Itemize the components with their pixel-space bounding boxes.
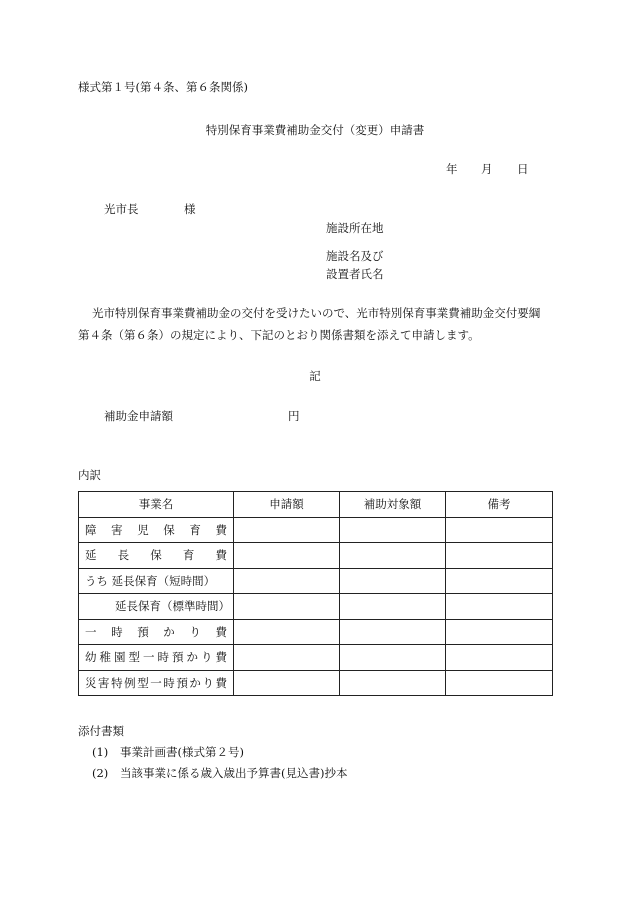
eligible-amount-cell[interactable] [340,645,446,671]
row-name-cell [79,568,234,594]
addressee-name: 光市長 [104,202,139,216]
row-name: 災 害 特 例 型 一 時 預 か り 費 [85,675,227,690]
attachment-item-2-text: 当該事業に係る歳入歳出予算書(見込書)抄本 [120,766,348,780]
row-name: 延長保育（標準時間） [115,599,230,614]
row-name: 幼 稚 園 型 一 時 預 か り 費 [85,650,227,665]
attachment-item-1-text: 事業計画書(様式第２号) [120,745,244,759]
requested-amount-cell[interactable] [234,543,340,569]
eligible-amount-cell[interactable] [340,543,446,569]
remarks-cell[interactable] [446,670,553,696]
table-row [79,619,553,645]
header-eligible-amount: 補助対象額 [340,492,446,518]
date-month: 月 [481,162,493,176]
amount-unit: 円 [288,409,300,423]
requested-amount-cell[interactable] [234,594,340,620]
remarks-cell[interactable] [446,619,553,645]
requested-amount-cell[interactable] [234,517,340,543]
table-row [79,594,553,620]
attachment-item-2-number: (2) [92,766,109,780]
requested-amount-cell[interactable] [234,670,340,696]
date-day: 日 [517,162,529,176]
remarks-cell[interactable] [446,645,553,671]
addressee-honorific: 様 [184,202,196,216]
eligible-amount-cell[interactable] [340,670,446,696]
body-text-line-2: 第４条（第６条）の規定により、下記のとおり関係書類を添えて申請します。 [78,328,480,342]
requested-amount-cell[interactable] [234,619,340,645]
form-number: 様式第１号(第４条、第６条関係) [78,80,248,94]
header-project-name: 事業名 [79,492,234,518]
date-year: 年 [446,162,458,176]
row-name-cell [79,645,234,671]
ki-heading: 記 [309,369,321,383]
founder-name-label: 設置者氏名 [326,267,384,281]
remarks-cell[interactable] [446,594,553,620]
table-row [79,517,553,543]
table-row [79,670,553,696]
header-requested-amount: 申請額 [234,492,340,518]
row-name-cell [79,543,234,569]
requested-amount-cell[interactable] [234,568,340,594]
row-name-cell [79,670,234,696]
eligible-amount-cell[interactable] [340,594,446,620]
eligible-amount-cell[interactable] [340,619,446,645]
row-name: うち 延長保育（短時間） [85,573,216,588]
body-text-line-1: 光市特別保育事業費補助金の交付を受けたいので、光市特別保育事業費補助金交付要綱 [92,306,541,320]
eligible-amount-cell[interactable] [340,517,446,543]
row-name: 一 時 預 か り 費 [85,624,227,639]
table-row [79,568,553,594]
requested-amount-cell[interactable] [234,645,340,671]
facility-address-label: 施設所在地 [326,221,384,235]
row-name: 延 長 保 育 費 [85,548,227,563]
row-name-cell [79,517,234,543]
row-name: 障 害 児 保 育 費 [85,522,227,537]
facility-name-label: 施設名及び [326,249,384,263]
remarks-cell[interactable] [446,543,553,569]
row-name-cell [79,594,234,620]
table-row [79,543,553,569]
breakdown-heading: 内訳 [78,468,101,482]
remarks-cell[interactable] [446,568,553,594]
remarks-cell[interactable] [446,517,553,543]
attachments-heading: 添付書類 [78,724,124,738]
document-title: 特別保育事業費補助金交付（変更）申請書 [205,123,425,137]
eligible-amount-cell[interactable] [340,568,446,594]
table-row [79,645,553,671]
attachment-item-1-number: (1) [92,745,109,759]
table-header-row [79,492,553,518]
header-remarks: 備考 [446,492,553,518]
row-name-cell [79,619,234,645]
amount-label: 補助金申請額 [104,409,173,423]
breakdown-table [78,491,553,696]
